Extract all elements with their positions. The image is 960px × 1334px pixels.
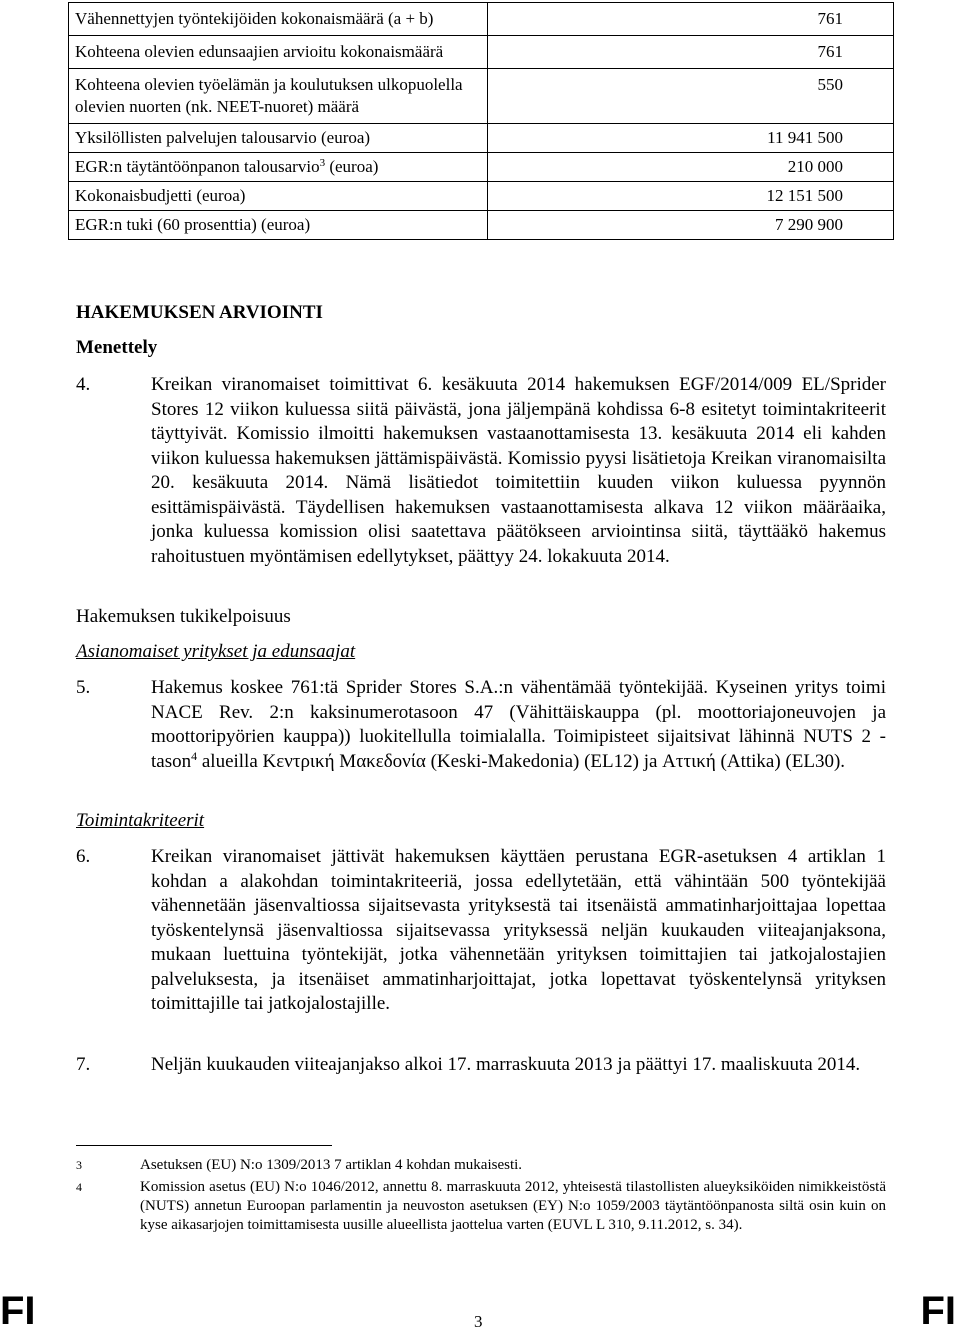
footer-language-left: FI: [0, 1289, 36, 1333]
table-row: [69, 36, 894, 69]
table-cell-label: Yksilöllisten palvelujen talousarvio (euroa): [69, 124, 488, 153]
label-text: (euroa): [325, 157, 379, 176]
paragraph-7: [76, 1053, 886, 1078]
paragraph-5: [76, 676, 886, 774]
table-row: [69, 3, 894, 36]
paragraph-number: 6.: [76, 846, 91, 867]
paragraph-number: 7.: [76, 1054, 91, 1075]
table-cell-value: 12 151 500: [488, 182, 894, 211]
procedure-heading: Menettely: [76, 337, 158, 358]
paragraph-text: [151, 676, 886, 774]
footnote-ref-4[interactable]: 4: [191, 748, 198, 763]
criteria-heading: Toimintakriteerit: [76, 810, 205, 831]
table-row: [69, 211, 894, 240]
table-cell-value: 11 941 500: [488, 124, 894, 153]
table-cell-label: Kohteena olevien edunsaajien arvioitu kokonaismäärä: [69, 36, 488, 69]
footnote-number: 4: [76, 1180, 82, 1194]
footnote-number: 3: [76, 1158, 82, 1172]
footnote-text: Asetuksen (EU) N:o 1309/2013 7 artiklan 4 kohdan mukaisesti.: [140, 1157, 523, 1173]
paragraph-text: Neljän kuukauden viiteajanjakso alkoi 17. marraskuuta 2013 ja päättyi 17. maaliskuuta 2014.: [151, 1054, 861, 1075]
budget-table: [68, 2, 894, 240]
footnote-4: [76, 1178, 886, 1235]
paragraph-text-part: alueilla Κεντρική Μακεδονία (Keski-Makedonia) (EL12) ja Αττική (Attika) (EL30).: [197, 750, 846, 772]
table-cell-label: EGR:n tuki (60 prosenttia) (euroa): [69, 211, 488, 240]
footnote-separator: [76, 1145, 332, 1146]
table-row: [69, 124, 894, 153]
table-cell-value: 550: [488, 69, 894, 124]
table-cell-label: [69, 153, 488, 182]
paragraph-number: 5.: [76, 677, 91, 698]
section-title: HAKEMUKSEN ARVIOINTI: [76, 302, 323, 323]
table-cell-value: 761: [488, 3, 894, 36]
table-cell-label: Kokonaisbudjetti (euroa): [69, 182, 488, 211]
label-text: EGR:n täytäntöönpanon talousarvio: [75, 157, 320, 176]
footnote-text: Komission asetus (EU) N:o 1046/2012, annettu 8. marraskuuta 2012, yhteisestä tilastollisten alueyksiköiden nimikkeistöstä (NUTS) annetun Euroopan parlamentin ja neuvoston asetuksen (EY) N:o 1059/2003 täytäntöönpanosta siltä osin kuin on kyse aikasarjojen toimittamisesta uusille alueellista jaottelua varten (EUVL L 310, 9.11.2012, s. 34).: [140, 1179, 886, 1233]
paragraph-number: 4.: [76, 374, 91, 395]
paragraph-text: Kreikan viranomaiset toimittivat 6. kesäkuuta 2014 hakemuksen EGF/2014/009 EL/Sprider Stores 12 viikon kuluessa siitä päivästä, jona jäljempänä kohdissa 6‑8 esitetyt toimintakriteerit täyttyivät. Komissio ilmoitti hakemuksen vastaanottamisesta 13. kesäkuuta 2014 eli kahden viikon kuluessa hakemuksen jättämispäivästä. Komissio pyysi lisätietoja Kreikan viranomaisilta 20. kesäkuuta 2014. Nämä lisätiedot toimitettiin kuuden viikon kuluessa pyynnön esittämispäivästä. Täydellisen hakemuksen vastaanottamisesta alkava 12 viikon määräaika, jonka kuluessa komission olisi saatettava päätökseen arviointinsa siitä, täyttääkö hakemus rahoitustuen myöntämisen edellytykset, päättyy 24. lokakuuta 2014.: [151, 374, 886, 567]
page-number: 3: [474, 1312, 483, 1331]
beneficiaries-heading: Asianomaiset yritykset ja edunsaajat: [76, 641, 356, 662]
footnote-3: [76, 1156, 886, 1175]
table-cell-value: 761: [488, 36, 894, 69]
table-row: [69, 153, 894, 182]
table-row: [69, 182, 894, 211]
table-cell-value: 7 290 900: [488, 211, 894, 240]
table-cell-label: Vähennettyjen työntekijöiden kokonaismäärä (a + b): [69, 3, 488, 36]
paragraph-text-part: Hakemus koskee 761:tä Sprider Stores S.A.:n vähentämää työntekijää. Kyseinen yritys toimi NACE Rev. 2:n kaksinumerotasoon 47 (Vähittäiskauppa (pl. moottoriajoneuvojen ja moottoripyörien kauppa)) luokitellulla toimialalla. Toimipisteet sijaitsivat lähinnä NUTS 2 -tason: [151, 677, 886, 772]
table-cell-label: Kohteena olevien työelämän ja koulutuksen ulkopuolella olevien nuorten (nk. NEET-nuoret) määrä: [69, 69, 488, 124]
footer-language-right: FI: [920, 1289, 956, 1333]
eligibility-heading: Hakemuksen tukikelpoisuus: [76, 606, 291, 627]
table-row: [69, 69, 894, 124]
paragraph-text: Kreikan viranomaiset jättivät hakemuksen käyttäen perustana EGR-asetuksen 4 artiklan 1 kohdan a alakohdan toimintakriteeriä, jossa edellytetään, että vähintään 500 työntekijää vähennetään jäsenvaltiossa sijaitsevasta yrityksestä tai itsenäistä ammatinharjoittajaa lopettaa työskentelynsä jäsenvaltiossa sijaitsevassa yrityksessä neljän kuukauden viiteajanjaksona, mukaan luettuina työntekijät, jotka vähennetään yrityksen toimittajien tai jatkojalostajien palveluksesta, ja itsenäiset ammatinharjoittajat, jotka lopettavat työskentelynsä yrityksen toimittajille tai jatkojalostajille.: [151, 846, 886, 1014]
paragraph-4: [76, 373, 886, 569]
footnote-ref-3[interactable]: 3: [319, 157, 326, 169]
table-cell-value: 210 000: [488, 153, 894, 182]
paragraph-6: [76, 845, 886, 1017]
